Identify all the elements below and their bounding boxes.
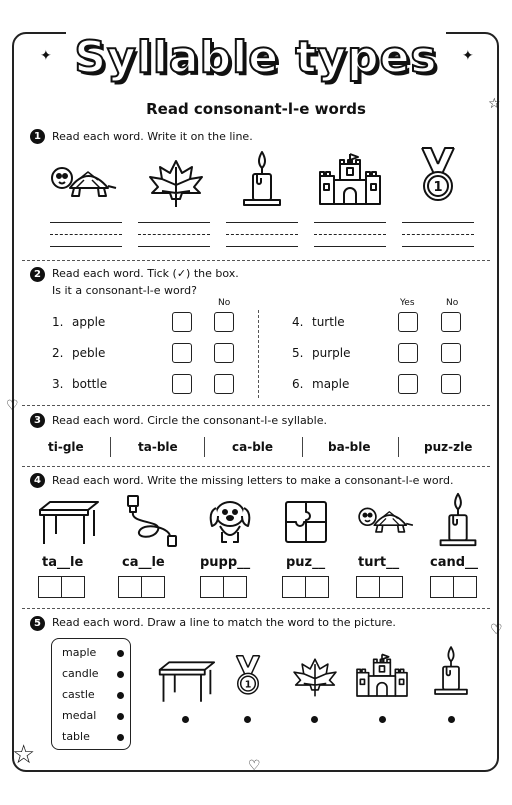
write-line[interactable]: [138, 222, 210, 223]
write-line[interactable]: [226, 246, 298, 247]
word-separator: [110, 437, 111, 457]
answer-box[interactable]: [38, 576, 62, 598]
answer-box[interactable]: [118, 576, 142, 598]
item-number: 5.: [292, 346, 304, 360]
match-dot[interactable]: [117, 671, 124, 678]
table-icon: [36, 500, 100, 546]
match-dot[interactable]: [311, 716, 318, 723]
page-title: Syllable types: [66, 32, 445, 83]
answer-box[interactable]: [305, 576, 329, 598]
item-word: purple: [312, 346, 351, 360]
title-wrap: [0, 32, 512, 83]
answer-box[interactable]: [141, 576, 165, 598]
missing-letters-word: puz__: [286, 555, 326, 570]
section-2-instruction: Read each word. Tick (✓) the box.: [52, 267, 239, 280]
match-dot[interactable]: [117, 713, 124, 720]
star-icon: ☆: [488, 96, 501, 112]
tick-box-yes[interactable]: [398, 312, 418, 332]
section-4-instruction: Read each word. Write the missing letters to make a consonant-l-e word.: [52, 474, 454, 487]
turtle-icon: [48, 158, 120, 208]
medal-icon: [408, 146, 468, 208]
tick-box-no[interactable]: [441, 312, 461, 332]
medal-icon: [226, 648, 270, 706]
tick-box-yes[interactable]: [172, 312, 192, 332]
syllable-word[interactable]: ca-ble: [232, 440, 274, 454]
item-number: 1.: [52, 315, 64, 329]
section-1-number: 1: [30, 129, 45, 144]
tick-box-yes[interactable]: [398, 374, 418, 394]
answer-box[interactable]: [200, 576, 224, 598]
syllable-word[interactable]: ba-ble: [328, 440, 371, 454]
candle-icon: [236, 148, 288, 210]
write-line[interactable]: [402, 246, 474, 247]
write-line[interactable]: [314, 222, 386, 223]
write-line[interactable]: [50, 246, 122, 247]
word-separator: [204, 437, 205, 457]
write-line[interactable]: [226, 222, 298, 223]
puzzle-icon: [280, 496, 332, 548]
answer-box[interactable]: [61, 576, 85, 598]
match-word: medal: [62, 709, 97, 722]
syllable-word[interactable]: ti-gle: [48, 440, 84, 454]
match-dot[interactable]: [117, 692, 124, 699]
write-guide: [314, 234, 386, 235]
heart-icon: ♡: [6, 398, 19, 414]
item-word: maple: [312, 377, 350, 391]
section-3-instruction: Read each word. Circle the consonant-l-e syllable.: [52, 414, 327, 427]
section-divider: [22, 608, 490, 609]
write-line[interactable]: [402, 222, 474, 223]
section-5-number: 5: [30, 616, 45, 631]
medal-number: 1: [244, 679, 252, 691]
item-word: bottle: [72, 377, 108, 391]
castle-icon: [314, 152, 386, 208]
write-line[interactable]: [314, 246, 386, 247]
answer-box[interactable]: [282, 576, 306, 598]
column-header-no: No: [446, 298, 459, 308]
tick-box-no[interactable]: [441, 374, 461, 394]
turtle-icon: [350, 500, 422, 542]
syllable-word[interactable]: puz-zle: [424, 440, 473, 454]
candle-icon: [428, 642, 474, 700]
item-number: 3.: [52, 377, 64, 391]
column-header-yes: Yes: [400, 298, 415, 308]
write-guide: [226, 234, 298, 235]
page-subtitle: Read consonant-l-e words: [146, 100, 366, 118]
missing-letters-word: pupp__: [200, 555, 251, 570]
tick-box-yes[interactable]: [398, 343, 418, 363]
section-1-instruction: Read each word. Write it on the line.: [52, 130, 253, 143]
answer-box[interactable]: [430, 576, 454, 598]
castle-icon: [352, 650, 412, 702]
tick-box-yes[interactable]: [172, 343, 192, 363]
star-icon: ☆: [12, 740, 36, 770]
match-dot[interactable]: [448, 716, 455, 723]
section-divider: [22, 405, 490, 406]
missing-letters-word: ta__le: [42, 555, 84, 570]
tick-box-no[interactable]: [214, 343, 234, 363]
write-line[interactable]: [138, 246, 210, 247]
cable-icon: [122, 494, 178, 548]
maple-leaf-icon: [140, 155, 212, 211]
tick-box-no[interactable]: [441, 343, 461, 363]
item-number: 6.: [292, 377, 304, 391]
write-guide: [402, 234, 474, 235]
match-word: maple: [62, 646, 97, 659]
answer-box[interactable]: [379, 576, 403, 598]
syllable-word[interactable]: ta-ble: [138, 440, 178, 454]
match-dot[interactable]: [379, 716, 386, 723]
table-icon: [156, 660, 216, 704]
item-number: 4.: [292, 315, 304, 329]
maple-leaf-icon: [286, 652, 344, 702]
missing-letters-word: ca__le: [122, 555, 165, 570]
word-separator: [302, 437, 303, 457]
write-guide: [138, 234, 210, 235]
tick-box-yes[interactable]: [172, 374, 192, 394]
item-word: peble: [72, 346, 106, 360]
section-5-instruction: Read each word. Draw a line to match the word to the picture.: [52, 616, 396, 629]
item-word: turtle: [312, 315, 345, 329]
missing-letters-word: turt__: [358, 555, 400, 570]
match-dot[interactable]: [244, 716, 251, 723]
tick-box-no[interactable]: [214, 312, 234, 332]
match-dot[interactable]: [117, 734, 124, 741]
puppy-icon: [202, 494, 258, 546]
column-divider: [258, 310, 259, 398]
tick-box-no[interactable]: [214, 374, 234, 394]
section-4-number: 4: [30, 473, 45, 488]
heart-icon: ♡: [248, 758, 261, 774]
match-dot[interactable]: [182, 716, 189, 723]
section-2-number: 2: [30, 267, 45, 282]
medal-number: 1: [433, 180, 443, 195]
word-separator: [398, 437, 399, 457]
section-divider: [22, 466, 490, 467]
column-header-no: No: [218, 298, 231, 308]
heart-icon: ♡: [490, 622, 503, 638]
item-number: 2.: [52, 346, 64, 360]
section-3-number: 3: [30, 413, 45, 428]
write-line[interactable]: [50, 222, 122, 223]
answer-box[interactable]: [223, 576, 247, 598]
match-dot[interactable]: [117, 650, 124, 657]
match-word: table: [62, 730, 90, 743]
match-word: candle: [62, 667, 99, 680]
candle-icon: [432, 490, 484, 550]
section-divider: [22, 260, 490, 261]
section-2-question: Is it a consonant-l-e word?: [52, 284, 197, 297]
answer-box[interactable]: [453, 576, 477, 598]
item-word: apple: [72, 315, 106, 329]
match-word: castle: [62, 688, 95, 701]
sparkle-icon: ✦: [40, 48, 52, 64]
sparkle-icon: ✦: [462, 48, 474, 64]
answer-box[interactable]: [356, 576, 380, 598]
write-guide: [50, 234, 122, 235]
missing-letters-word: cand__: [430, 555, 479, 570]
